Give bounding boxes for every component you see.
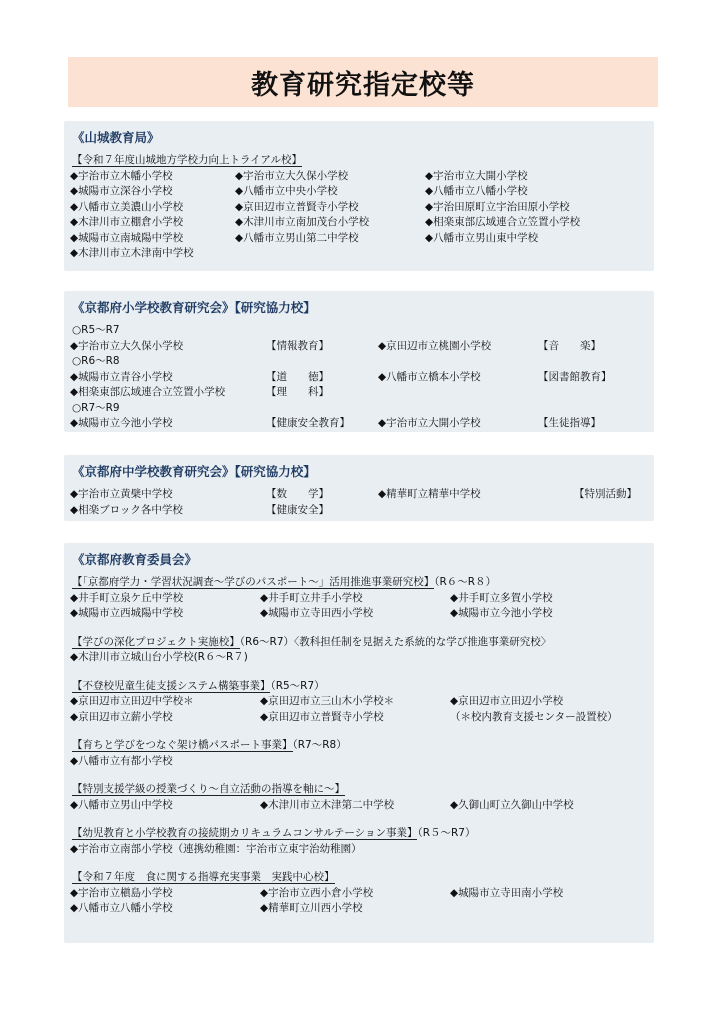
yamashiro-panel: [64, 121, 654, 271]
school-row: [70, 606, 648, 622]
school-name: ◆宇治市立大久保小学校: [70, 339, 184, 352]
school-row: [70, 385, 648, 401]
school-name: ◆城陽市立深谷小学校: [70, 185, 173, 197]
school-row: [70, 842, 648, 858]
school-name: ◆京田辺市立三山木小学校＊: [260, 695, 395, 707]
school-row: [70, 754, 648, 770]
subject-label: 【音 楽】: [538, 339, 601, 352]
school-row: [70, 650, 648, 666]
program-period: （R６～R８）: [434, 576, 497, 588]
program-name: 【「京都府学力・学習状況調査～学びのパスポート～」活用推進事業研究校】: [72, 576, 435, 588]
yamashiro-subheading: 【令和７年度山城地方学校力向上トライアル校】: [72, 154, 302, 166]
subject-label: 【健康安全教育】: [266, 417, 350, 429]
school-row: [70, 798, 648, 814]
school-name: ◆久御山町立久御山中学校: [450, 798, 574, 811]
school-name: ◆城陽市立寺田南小学校: [450, 886, 564, 899]
program-period: （R7～R8）: [292, 739, 347, 751]
school-name: ◆城陽市立今池小学校: [70, 417, 173, 429]
school-name: ◆宇治田原町立宇治田原小学校: [425, 200, 570, 213]
subject-label: 【情報教育】: [266, 339, 329, 352]
subject-label: [235, 246, 425, 262]
title-banner: [68, 57, 658, 107]
subject-label: 【特別活動】: [574, 488, 637, 500]
school-row: [70, 503, 648, 519]
school-name: ◆井手町立泉ケ丘中学校: [70, 591, 184, 604]
school-name: ◆宇治市立黄檗中学校: [70, 488, 173, 500]
school-name: ◆八幡市立男山第二中学校: [235, 231, 359, 244]
board-program-list: [70, 575, 648, 917]
school-name: ◆京田辺市立普賢寺小学校: [235, 200, 359, 213]
school-row: [70, 370, 648, 386]
subject-label: [574, 503, 644, 519]
school-name: ◆京田辺市立田辺中学校＊: [70, 695, 194, 707]
program-name: 【特別支援学級の授業づくり～自立活動の指導を軸に～】: [72, 783, 345, 795]
subject-label: [378, 503, 574, 519]
school-name: ◆京田辺市立田辺小学校: [450, 695, 564, 707]
subject-label: 【数 学】: [266, 488, 329, 500]
school-name: ◆八幡市立有都小学校: [70, 754, 173, 767]
program-title: [70, 738, 648, 754]
program-period: （R5～R7）: [270, 679, 325, 692]
program-title: [70, 679, 648, 695]
elementary-panel: [64, 291, 654, 432]
school-name: ◆城陽市立今池小学校: [450, 607, 553, 619]
school-name: ◆八幡市立八幡小学校: [70, 902, 173, 914]
program-period: （R6～R7）〈教科担任制を見据えた系統的な学び推進事業研究校〉: [239, 635, 552, 648]
yamashiro-school-list: [70, 169, 648, 262]
school-row: [70, 694, 648, 710]
period-label: ○R7～R9: [72, 401, 120, 414]
school-row: [70, 215, 648, 231]
junior-heading: 《京都府中学校教育研究会》【研究協力校】: [72, 464, 316, 479]
program-title: [70, 635, 648, 651]
school-name: ◆八幡市立橋本小学校: [378, 370, 481, 383]
school-name: ◆八幡市立中央小学校: [235, 185, 338, 197]
school-name: ◆精華町立川西小学校: [260, 902, 363, 914]
program-period: （R５～R7）: [417, 827, 476, 839]
school-row: [70, 246, 648, 262]
school-name: ◆城陽市立南城陽中学校: [70, 231, 184, 244]
program-name: 【幼児教育と小学校教育の接続期カリキュラムコンサルテーション事業】: [72, 827, 418, 839]
school-row: [70, 591, 648, 607]
school-name: ◆京田辺市立薪小学校: [70, 710, 173, 723]
school-name: ◆京田辺市立桃園小学校: [378, 339, 492, 352]
program-title: [70, 782, 648, 798]
school-row: [70, 184, 648, 200]
school-name: ◆木津川市立木津第二中学校: [260, 798, 395, 811]
period-label: ○R5～R7: [72, 324, 120, 336]
school-row: [70, 487, 648, 503]
school-name: ◆井手町立多賀小学校: [450, 591, 553, 604]
school-name: ◆城陽市立青谷小学校: [70, 370, 173, 383]
period-label: ○R6～R8: [72, 355, 120, 367]
school-name: ◆京田辺市立普賢寺小学校: [260, 710, 384, 723]
subject-label: 【理 科】: [266, 386, 329, 398]
school-row: [70, 200, 648, 216]
program-name: 【令和７年度 食に関する指導充実事業 実践中心校】: [72, 871, 335, 883]
school-name: ◆八幡市立男山東中学校: [425, 231, 539, 244]
elementary-school-list: [70, 323, 648, 432]
yamashiro-heading: 《山城教育局》: [72, 130, 160, 145]
junior-panel: [64, 455, 654, 521]
elementary-heading: 《京都府小学校教育研究会》【研究協力校】: [72, 300, 316, 315]
school-row: [70, 416, 648, 432]
school-row: [70, 231, 648, 247]
school-name: ◆精華町立精華中学校: [378, 488, 481, 500]
school-name: ◆宇治市立槇島小学校: [70, 886, 173, 899]
program-title: [70, 575, 648, 591]
board-panel: [64, 543, 654, 943]
school-name: ◆木津川市立木津南中学校: [70, 247, 194, 259]
school-name: ◆木津川市立棚倉小学校: [70, 216, 184, 228]
school-name: ◆八幡市立美濃山小学校: [70, 200, 184, 213]
subject-label: [450, 901, 640, 917]
subject-label: [425, 246, 645, 262]
school-row: [70, 710, 648, 726]
school-row: [70, 169, 648, 185]
school-name: ◆八幡市立八幡小学校: [425, 185, 528, 197]
school-name: ◆木津川市立城山台小学校(R６～R７): [70, 651, 248, 663]
subject-label: （＊校内教育支援センター設置校）: [450, 710, 618, 723]
school-row: [70, 339, 648, 355]
school-name: ◆相楽東部広域連合立笠置小学校: [425, 216, 581, 228]
school-name: ◆宇治市立大久保小学校: [235, 169, 349, 182]
subject-label: 【生徒指導】: [538, 417, 601, 429]
school-name: ◆木津川市立南加茂台小学校: [235, 216, 370, 228]
school-name: ◆宇治市立南部小学校（連携幼稚園：宇治市立東宇治幼稚園）: [70, 842, 362, 855]
program-name: 【学びの深化プロジェクト実施校】: [72, 635, 240, 648]
school-name: ◆相楽ブロック各中学校: [70, 503, 183, 516]
subject-label: 【図書館教育】: [538, 370, 612, 383]
school-name: ◆宇治市立大開小学校: [378, 417, 481, 429]
subject-label: [538, 385, 648, 401]
school-row: [70, 901, 648, 917]
school-name: ◆八幡市立男山中学校: [70, 798, 173, 811]
program-name: 【育ちと学びをつなぐ架け橋パスポート事業】: [72, 739, 293, 751]
page-title: 教育研究指定校等: [251, 69, 475, 101]
board-heading: 《京都府教育委員会》: [72, 552, 198, 567]
school-name: ◆宇治市立西小倉小学校: [260, 886, 374, 899]
school-name: ◆相楽東部広域連合立笠置小学校: [70, 386, 226, 398]
subject-label: 【健康安全】: [266, 503, 329, 516]
junior-school-list: [70, 487, 648, 518]
program-title: [70, 826, 648, 842]
school-row: [70, 886, 648, 902]
school-name: ◆城陽市立寺田西小学校: [260, 607, 374, 619]
school-name: ◆井手町立井手小学校: [260, 591, 363, 604]
school-name: ◆宇治市立大開小学校: [425, 169, 528, 182]
school-name: ◆城陽市立西城陽中学校: [70, 607, 184, 619]
school-name: ◆宇治市立木幡小学校: [70, 169, 173, 182]
program-name: 【不登校児童生徒支援システム構築事業】: [72, 679, 271, 692]
subject-label: 【道 徳】: [266, 370, 329, 383]
subject-label: [378, 385, 538, 401]
program-title: [70, 870, 648, 886]
